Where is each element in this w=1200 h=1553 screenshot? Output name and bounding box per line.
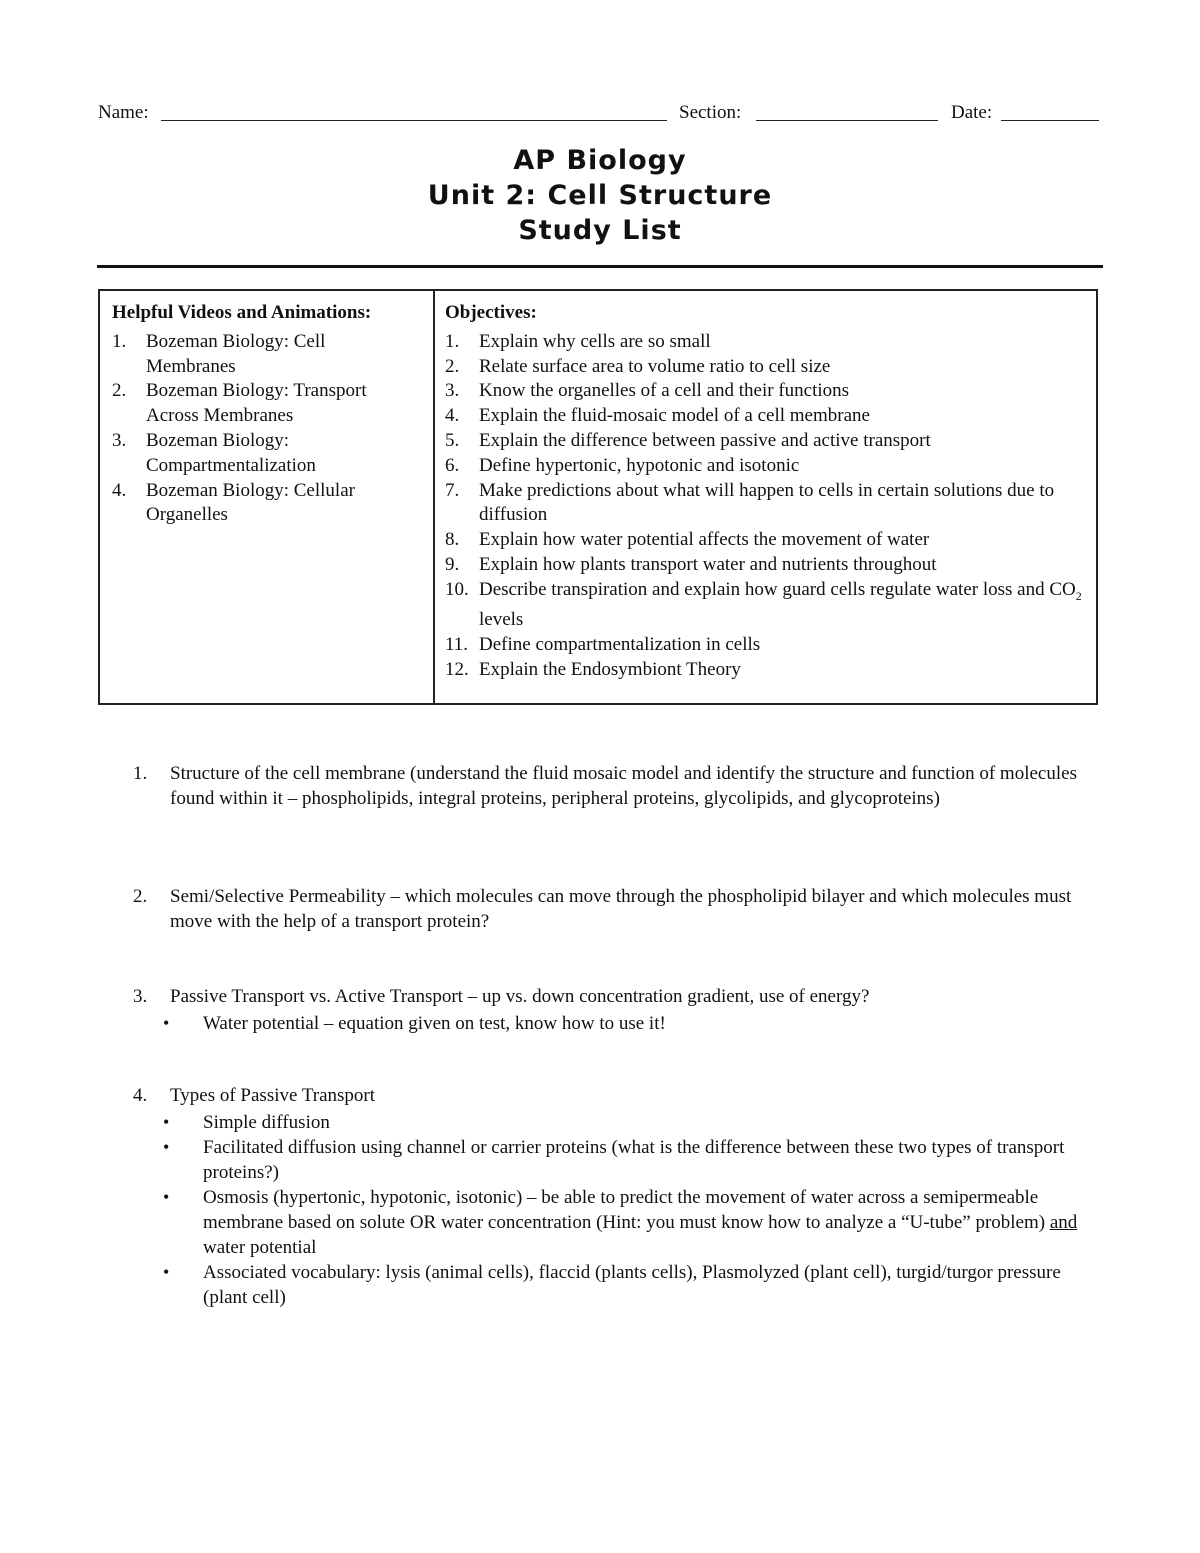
topic-number: 4. (133, 1085, 148, 1106)
title-divider (97, 265, 1103, 268)
item-text: Make predictions about what will happen to cells in certain solutions due to diffusion (479, 479, 1055, 526)
bullet-icon: • (163, 1262, 170, 1282)
videos-item (112, 429, 412, 479)
videos-item (112, 379, 412, 429)
bullet-icon: • (163, 1137, 170, 1157)
videos-item (112, 479, 412, 529)
topic-4-bullets (133, 1110, 1093, 1310)
item-number: 3. (445, 380, 460, 402)
item-text: Explain why cells are so small (479, 330, 711, 352)
item-number: 5. (445, 429, 460, 451)
title-course: AP Biology (513, 145, 687, 176)
item-number: 8. (445, 529, 460, 551)
item-text: Relate surface area to volume ratio to cell size (479, 355, 831, 377)
objectives-column (445, 301, 1095, 683)
objectives-item (445, 633, 1095, 658)
item-number: 4. (445, 405, 460, 427)
objectives-item (445, 330, 1095, 355)
bullet-icon: • (163, 1112, 170, 1132)
item-number: 7. (445, 479, 460, 501)
objectives-item (445, 528, 1095, 553)
objectives-item (445, 553, 1095, 578)
item-number: 3. (112, 429, 127, 451)
objectives-item (445, 379, 1095, 404)
objectives-item: 10. Describe transpiration and explain how guard cells regulate water loss and $CO_2$ levels (445, 578, 1082, 631)
item-number: 10. (445, 578, 469, 600)
videos-item (112, 330, 412, 380)
item-text: Bozeman Biology: Compartmentalization (146, 429, 316, 476)
section-field[interactable] (756, 120, 938, 121)
name-label: Name: (98, 102, 149, 123)
bullet-icon: • (163, 1187, 170, 1207)
item-number: 12. (445, 658, 469, 680)
topic-number: 1. (133, 763, 148, 784)
topic-number: 3. (133, 986, 148, 1007)
objectives-heading: Objectives: (445, 302, 537, 323)
topic-3 (133, 984, 1093, 1036)
item-number: 9. (445, 553, 460, 575)
title-unit: Unit 2: Cell Structure (427, 180, 773, 211)
item-text: Bozeman Biology: Cell Membranes (146, 330, 326, 377)
objectives-item (445, 429, 1095, 454)
name-field[interactable] (161, 120, 667, 121)
bullet-item: • Facilitated diffusion using channel or carrier proteins (what is the difference between these two types of transport proteins?) (163, 1137, 1065, 1183)
topic-number: 2. (133, 886, 148, 907)
item-number: 2. (445, 355, 460, 377)
videos-heading: Helpful Videos and Animations: (112, 302, 372, 323)
table-column-divider (433, 291, 435, 703)
item-text: Bozeman Biology: Transport Across Membranes (146, 380, 367, 427)
topic-text: Semi/Selective Permeability – which molecules can move through the phospholipid bilayer and which molecules must move with the help of a transport protein? (170, 886, 1072, 932)
objectives-item (445, 355, 1095, 380)
item-number: 1. (112, 330, 127, 352)
study-table (98, 289, 1098, 705)
objectives-item (445, 454, 1095, 479)
bullet-item: • Osmosis (hypertonic, hypotonic, isotonic) – be able to predict the movement of water across a semipermeable membrane based on solute OR water concentration (Hint: you must know how to analyze a “U-tube” problem) and water potential (163, 1187, 1078, 1258)
item-text: Define hypertonic, hypotonic and isotonic (479, 454, 800, 476)
item-text: Know the organelles of a cell and their functions (479, 380, 850, 402)
objectives-list (445, 330, 1095, 683)
item-number: 4. (112, 479, 127, 501)
videos-list (112, 330, 412, 528)
bullet-item: • Simple diffusion (163, 1112, 330, 1133)
topic-1 (133, 761, 1093, 811)
topic-4 (133, 1083, 1093, 1310)
section-label: Section: (679, 102, 742, 123)
topic-text: Types of Passive Transport (170, 1085, 376, 1106)
bullet-icon: • (163, 1013, 170, 1033)
item-text: Explain how water potential affects the movement of water (479, 529, 930, 551)
objectives-item (445, 479, 1095, 529)
item-text: Bozeman Biology: Cellular Organelles (146, 479, 355, 526)
date-label: Date: (951, 102, 993, 123)
objectives-item (445, 404, 1095, 429)
item-text: Explain the difference between passive and active transport (479, 429, 931, 451)
item-text: Define compartmentalization in cells (479, 634, 761, 656)
topic-3-bullets (133, 1011, 1093, 1036)
item-text: Explain the Endosymbiont Theory (479, 658, 741, 680)
item-number: 2. (112, 380, 127, 402)
topic-text: Passive Transport vs. Active Transport – up vs. down concentration gradient, use of energy? (170, 986, 870, 1007)
bullet-item: • Water potential – equation given on test, know how to use it! (163, 1013, 666, 1034)
item-number: 6. (445, 454, 460, 476)
objectives-item (445, 658, 1095, 683)
item-number: 1. (445, 330, 460, 352)
item-number: 11. (445, 634, 469, 656)
date-field[interactable] (1001, 120, 1099, 121)
topic-2 (133, 884, 1093, 934)
title-study-list: Study List (518, 215, 682, 246)
videos-column (112, 301, 412, 528)
bullet-item: • Associated vocabulary: lysis (animal cells), flaccid (plants cells), Plasmolyzed (plant cell), turgid/turgor pressure (plant cell) (163, 1262, 1061, 1308)
topic-text: Structure of the cell membrane (understand the fluid mosaic model and identify the structure and function of molecules found within it – phospholipids, integral proteins, peripheral proteins, glycolipids, and glycoproteins) (170, 763, 1077, 809)
item-text: Explain how plants transport water and nutrients throughout (479, 553, 937, 575)
item-text: Explain the fluid-mosaic model of a cell membrane (479, 405, 870, 427)
